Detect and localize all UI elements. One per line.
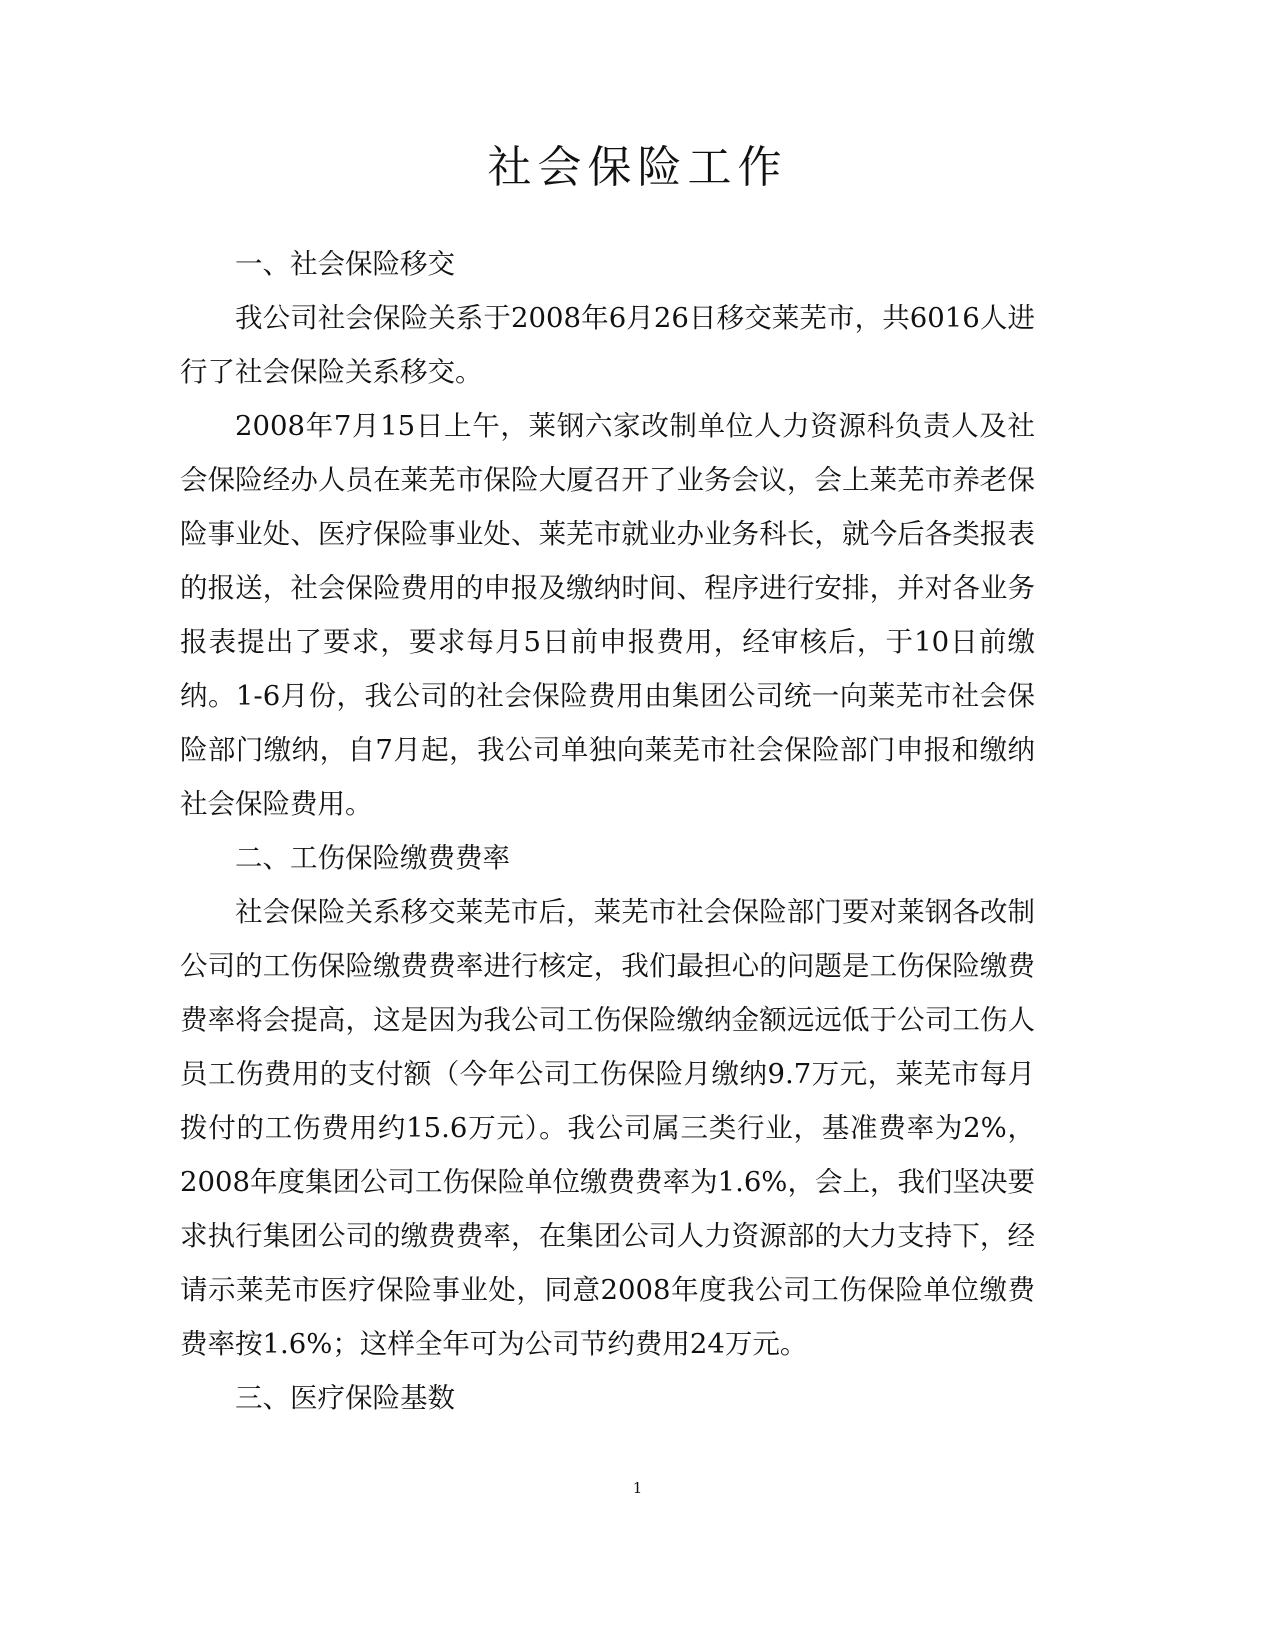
document-title: 社会保险工作 — [487, 142, 788, 193]
paragraph-injury-rate: 社会保险关系移交莱芜市后，莱芜市社会保险部门要对莱钢各改制公司的工伤保险缴费费率进行核定，我们最担心的问题是工伤保险缴费费率将会提高，这是因为我公司工伤保险缴纳金额远远低于公司工伤人员工伤费用的支付额（今年公司工伤保险月缴纳9.7万元，莱芜市每月拨付的工伤费用约15.6万元）。我公司属三类行业，基准费率为2%，2008年度集团公司工伤保险单位缴费费率为1.6%，会上，我们坚决要求执行集团公司的缴费费率，在集团公司人力资源部的大力支持下，经请示莱芜市医疗保险事业处，同意2008年度我公司工伤保险单位缴费费率按1.6%；这样全年可为公司节约费用24万元。 — [180, 896, 1035, 1360]
section-heading-2: 二、工伤保险缴费费率 — [235, 842, 510, 874]
paragraph-meeting: 2008年7月15日上午，莱钢六家改制单位人力资源科负责人及社会保险经办人员在莱芜市保险大厦召开了业务会议，会上莱芜市养老保险事业处、医疗保险事业处、莱芜市就业办业务科长，就今后各类报表的报送，社会保险费用的申报及缴纳时间、程序进行安排，并对各业务报表提出了要求，要求每月5日前申报费用，经审核后，于10日前缴纳。1-6月份，我公司的社会保险费用由集团公司统一向莱芜市社会保险部门缴纳，自7月起，我公司单独向莱芜市社会保险部门申报和缴纳社会保险费用。 — [180, 410, 1035, 820]
document-body — [180, 237, 1035, 1425]
page-number: 1 — [632, 1479, 643, 1497]
paragraph-transfer: 我公司社会保险关系于2008年6月26日移交莱芜市，共6016人进行了社会保险关系移交。 — [180, 302, 1035, 388]
section-heading-3: 三、医疗保险基数 — [235, 1382, 455, 1414]
section-heading-1: 一、社会保险移交 — [235, 248, 455, 280]
